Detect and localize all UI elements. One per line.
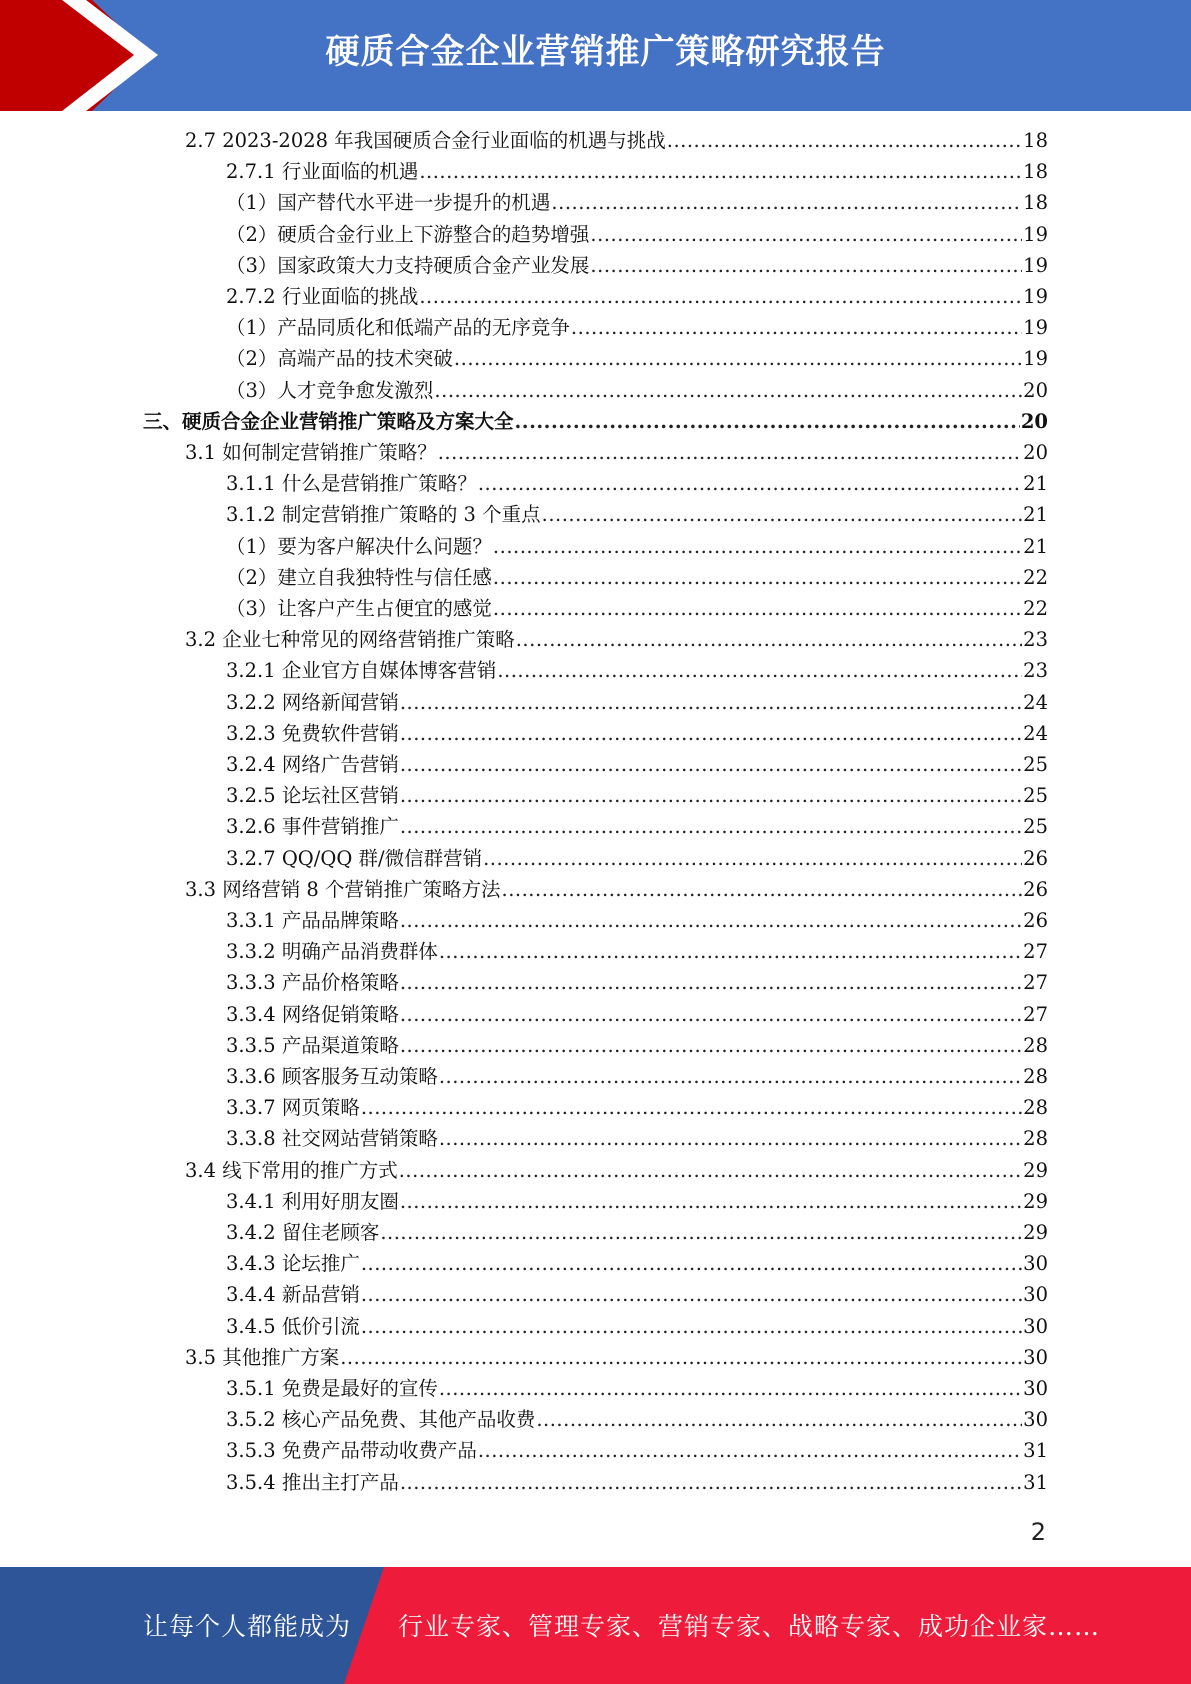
toc-entry-label: 3.2.5 论坛社区营销	[226, 784, 399, 808]
toc-dot-leader	[400, 1468, 1022, 1498]
toc-entry-label: （3）人才竞争愈发激烈	[226, 378, 434, 402]
toc-dot-leader	[439, 937, 1022, 967]
toc-dot-leader	[497, 656, 1022, 686]
footer-slogan-right: 行业专家、管理专家、营销专家、战略专家、成功企业家……	[398, 1612, 1101, 1641]
toc-entry-page: 21	[1023, 534, 1048, 558]
toc-entry-label: 2.7 2023-2028 年我国硬质合金行业面临的机遇与挑战	[185, 129, 666, 152]
toc-entry-label: 3.2.7 QQ/QQ 群/微信群营销	[226, 846, 483, 870]
toc-entry-label: 3.4.5 低价引流	[226, 1314, 360, 1338]
report-title: 硬质合金企业营销推广策略研究报告	[325, 32, 886, 72]
toc-entry[interactable]	[226, 188, 1048, 218]
toc-entry-page: 20	[1020, 409, 1048, 433]
toc-entry[interactable]	[185, 126, 1048, 156]
toc-dot-leader	[400, 1031, 1022, 1061]
toc-entry-label: 3.4.1 利用好朋友圈	[226, 1189, 399, 1213]
page-footer	[0, 1567, 1191, 1684]
toc-entry-page: 26	[1023, 846, 1048, 870]
toc-entry[interactable]	[226, 157, 1048, 187]
toc-entry[interactable]	[226, 313, 1048, 343]
toc-dot-leader	[516, 625, 1022, 655]
toc-entry[interactable]	[226, 1187, 1048, 1217]
toc-entry-label: 3.3.1 产品品牌策略	[226, 909, 399, 932]
toc-dot-leader	[340, 1343, 1022, 1373]
toc-dot-leader	[571, 313, 1022, 343]
toc-entry[interactable]	[226, 688, 1048, 718]
toc-entry-label: （2）高端产品的技术突破	[226, 347, 453, 371]
toc-dot-leader	[438, 438, 1022, 468]
toc-entry-label: 3.3.5 产品渠道策略	[226, 1033, 399, 1057]
toc-entry-label: 3.4.4 新品营销	[226, 1283, 360, 1307]
toc-dot-leader	[361, 1249, 1022, 1279]
toc-dot-leader	[590, 251, 1022, 281]
toc-entry[interactable]	[226, 220, 1048, 250]
toc-entry-page: 24	[1023, 690, 1048, 714]
toc-entry[interactable]	[226, 1218, 1048, 1248]
toc-entry-label: 3.5.2 核心产品免费、其他产品收费	[226, 1408, 536, 1432]
toc-entry-label: （3）国家政策大力支持硬质合金产业发展	[226, 253, 590, 277]
toc-entry-page: 25	[1023, 815, 1048, 839]
toc-entry-label: （1）国产替代水平进一步提升的机遇	[226, 191, 551, 215]
toc-dot-leader	[419, 282, 1022, 312]
toc-entry[interactable]	[226, 906, 1048, 936]
toc-entry[interactable]	[226, 1312, 1048, 1342]
toc-entry[interactable]	[226, 344, 1048, 374]
toc-entry-label: 3.3.6 顾客服务互动策略	[226, 1065, 438, 1088]
toc-entry[interactable]	[226, 563, 1048, 593]
toc-entry[interactable]	[226, 937, 1048, 967]
footer-slogan-left: 让每个人都能成为	[143, 1612, 352, 1641]
toc-entry[interactable]	[185, 875, 1048, 905]
toc-entry-page: 22	[1023, 565, 1048, 589]
toc-dot-leader	[667, 126, 1022, 156]
toc-entry-page: 26	[1023, 877, 1048, 901]
toc-entry-page: 30	[1023, 1283, 1048, 1307]
toc-dot-leader	[493, 594, 1022, 624]
toc-entry-label: 3.1.2 制定营销推广策略的 3 个重点	[226, 503, 541, 527]
toc-dot-leader	[439, 1124, 1022, 1154]
toc-dot-leader	[483, 844, 1022, 874]
toc-dot-leader	[478, 469, 1022, 499]
toc-entry-page: 19	[1023, 316, 1048, 340]
toc-entry-page: 19	[1023, 222, 1048, 246]
toc-entry-label: 3.3 网络营销 8 个营销推广策略方法	[185, 877, 501, 901]
toc-entry-page: 30	[1023, 1377, 1048, 1400]
toc-entry-label: （3）让客户产生占便宜的感觉	[226, 597, 492, 620]
toc-dot-leader	[361, 1280, 1022, 1310]
toc-entry-label: 3.5.1 免费是最好的宣传	[226, 1377, 438, 1400]
toc-entry-label: 2.7.1 行业面临的机遇	[226, 160, 419, 184]
toc-dot-leader	[439, 1062, 1022, 1092]
toc-dot-leader	[400, 719, 1022, 749]
toc-entry-label: 3.4.2 留住老顾客	[226, 1221, 380, 1244]
toc-entry[interactable]	[185, 1156, 1048, 1186]
toc-entry[interactable]	[226, 1000, 1048, 1030]
toc-dot-leader	[478, 1436, 1022, 1466]
toc-entry-label: （1）要为客户解决什么问题？	[226, 534, 492, 558]
toc-entry-label: 3.3.8 社交网站营销策略	[226, 1127, 438, 1151]
toc-entry-page: 19	[1023, 347, 1048, 371]
toc-entry[interactable]	[226, 781, 1048, 811]
toc-entry[interactable]	[226, 1374, 1048, 1404]
toc-entry[interactable]	[226, 500, 1048, 530]
toc-entry-page: 30	[1023, 1408, 1048, 1432]
toc-dot-leader	[400, 1187, 1022, 1217]
toc-entry-label: 3.2.2 网络新闻营销	[226, 690, 399, 714]
toc-entry-label: 3.5 其他推广方案	[185, 1345, 340, 1369]
toc-entry[interactable]	[226, 812, 1048, 842]
toc-entry-page: 20	[1023, 378, 1048, 402]
toc-entry-page: 30	[1023, 1345, 1048, 1369]
toc-entry[interactable]	[226, 719, 1048, 749]
toc-entry[interactable]	[226, 1249, 1048, 1279]
toc-dot-leader	[419, 157, 1022, 187]
toc-dot-leader	[434, 376, 1022, 406]
toc-entry-page: 30	[1023, 1252, 1048, 1276]
toc-entry[interactable]	[226, 469, 1048, 499]
toc-entry-label: 3.2.6 事件营销推广	[226, 815, 399, 839]
toc-dot-leader	[380, 1218, 1022, 1248]
toc-entry-label: 3.3.4 网络促销策略	[226, 1002, 399, 1026]
toc-entry[interactable]	[226, 844, 1048, 874]
toc-dot-leader	[400, 750, 1022, 780]
toc-entry-page: 22	[1023, 597, 1048, 620]
toc-entry[interactable]	[185, 625, 1048, 655]
toc-dot-leader	[361, 1093, 1022, 1123]
toc-entry-page: 20	[1023, 441, 1048, 464]
toc-entry-label: （1）产品同质化和低端产品的无序竞争	[226, 316, 570, 340]
toc-entry-label: 3.4.3 论坛推广	[226, 1252, 360, 1276]
toc-entry-page: 26	[1023, 909, 1048, 932]
toc-dot-leader	[400, 812, 1022, 842]
toc-entry-label: 3.1 如何制定营销推广策略？	[185, 441, 437, 464]
toc-entry[interactable]	[226, 656, 1048, 686]
toc-dot-leader	[542, 500, 1023, 530]
toc-dot-leader	[399, 1156, 1022, 1186]
toc-entry-label: 3.5.4 推出主打产品	[226, 1470, 399, 1494]
toc-entry-page: 25	[1023, 784, 1048, 808]
toc-dot-leader	[454, 344, 1022, 374]
toc-entry-page: 29	[1023, 1189, 1048, 1213]
toc-entry[interactable]	[226, 1093, 1048, 1123]
toc-dot-leader	[400, 781, 1022, 811]
toc-entry[interactable]	[226, 968, 1048, 998]
toc-dot-leader	[493, 532, 1022, 562]
toc-entry-page: 18	[1023, 191, 1048, 215]
toc-dot-leader	[361, 1312, 1022, 1342]
toc-entry-page: 31	[1023, 1439, 1048, 1463]
toc-entry[interactable]	[226, 1124, 1048, 1154]
toc-entry[interactable]	[226, 594, 1048, 624]
toc-entry-label: 3.3.7 网页策略	[226, 1096, 360, 1120]
page-number: 2	[1030, 1518, 1046, 1546]
toc-entry-page: 29	[1023, 1221, 1048, 1244]
toc-dot-leader	[536, 1405, 1022, 1435]
toc-entry[interactable]	[226, 750, 1048, 780]
toc-entry-page: 28	[1023, 1127, 1048, 1151]
toc-entry[interactable]	[226, 1468, 1048, 1498]
toc-entry-page: 18	[1023, 129, 1048, 152]
toc-entry-page: 29	[1023, 1158, 1048, 1182]
toc-entry-page: 23	[1023, 628, 1048, 652]
toc-entry[interactable]	[185, 1343, 1048, 1373]
toc-entry-page: 27	[1023, 940, 1048, 964]
toc-entry-page: 23	[1023, 659, 1048, 683]
toc-entry[interactable]	[226, 1280, 1048, 1310]
toc-entry-label: 3.4 线下常用的推广方式	[185, 1158, 398, 1182]
toc-dot-leader	[400, 968, 1022, 998]
toc-entry-page: 25	[1023, 753, 1048, 776]
toc-dot-leader	[590, 220, 1022, 250]
toc-entry-page: 19	[1023, 253, 1048, 277]
toc-entry[interactable]	[226, 1436, 1048, 1466]
toc-entry-label: 三、硬质合金企业营销推广策略及方案大全	[143, 409, 514, 433]
toc-dot-leader	[502, 875, 1023, 905]
toc-entry-page: 21	[1023, 472, 1048, 496]
toc-entry-page: 18	[1023, 160, 1048, 184]
toc-entry-label: 3.2.4 网络广告营销	[226, 753, 399, 776]
toc-entry-label: 3.2 企业七种常见的网络营销推广策略	[185, 628, 515, 652]
toc-entry-page: 28	[1023, 1065, 1048, 1088]
toc-entry-page: 31	[1023, 1470, 1048, 1494]
toc-entry-label: 3.2.3 免费软件营销	[226, 721, 399, 745]
toc-entry[interactable]	[226, 251, 1048, 281]
toc-entry-label: 3.3.2 明确产品消费群体	[226, 940, 438, 964]
toc-entry-page: 27	[1023, 971, 1048, 995]
toc-entry-label: （2）建立自我独特性与信任感	[226, 565, 492, 589]
toc-entry[interactable]	[226, 1031, 1048, 1061]
toc-entry-label: （2）硬质合金行业上下游整合的趋势增强	[226, 222, 590, 246]
toc-entry[interactable]	[226, 376, 1048, 406]
toc-entry-page: 21	[1023, 503, 1048, 527]
toc-entry-page: 27	[1023, 1002, 1048, 1026]
toc-entry-label: 3.5.3 免费产品带动收费产品	[226, 1439, 477, 1463]
toc-entry[interactable]	[143, 407, 1048, 437]
toc-dot-leader	[400, 1000, 1022, 1030]
toc-dot-leader	[400, 688, 1022, 718]
toc-entry[interactable]	[226, 1062, 1048, 1092]
toc-entry-page: 28	[1023, 1096, 1048, 1120]
toc-entry-label: 3.1.1 什么是营销推广策略？	[226, 472, 477, 496]
toc-entry-page: 28	[1023, 1033, 1048, 1057]
toc-entry-page: 19	[1023, 285, 1048, 308]
toc-entry-label: 2.7.2 行业面临的挑战	[226, 285, 419, 308]
toc-entry-page: 30	[1023, 1314, 1048, 1338]
toc-dot-leader	[439, 1374, 1022, 1404]
toc-entry[interactable]	[226, 282, 1048, 312]
toc-dot-leader	[551, 188, 1022, 218]
toc-entry-page: 24	[1023, 721, 1048, 745]
toc-entry[interactable]	[226, 1405, 1048, 1435]
toc-dot-leader	[400, 906, 1022, 936]
page-header	[0, 0, 1191, 111]
toc-entry-label: 3.3.3 产品价格策略	[226, 971, 399, 995]
toc-dot-leader	[515, 407, 1020, 437]
toc-entry-label: 3.2.1 企业官方自媒体博客营销	[226, 659, 497, 683]
toc-entry[interactable]	[226, 532, 1048, 562]
toc-entry[interactable]	[185, 438, 1048, 468]
toc-dot-leader	[493, 563, 1022, 593]
